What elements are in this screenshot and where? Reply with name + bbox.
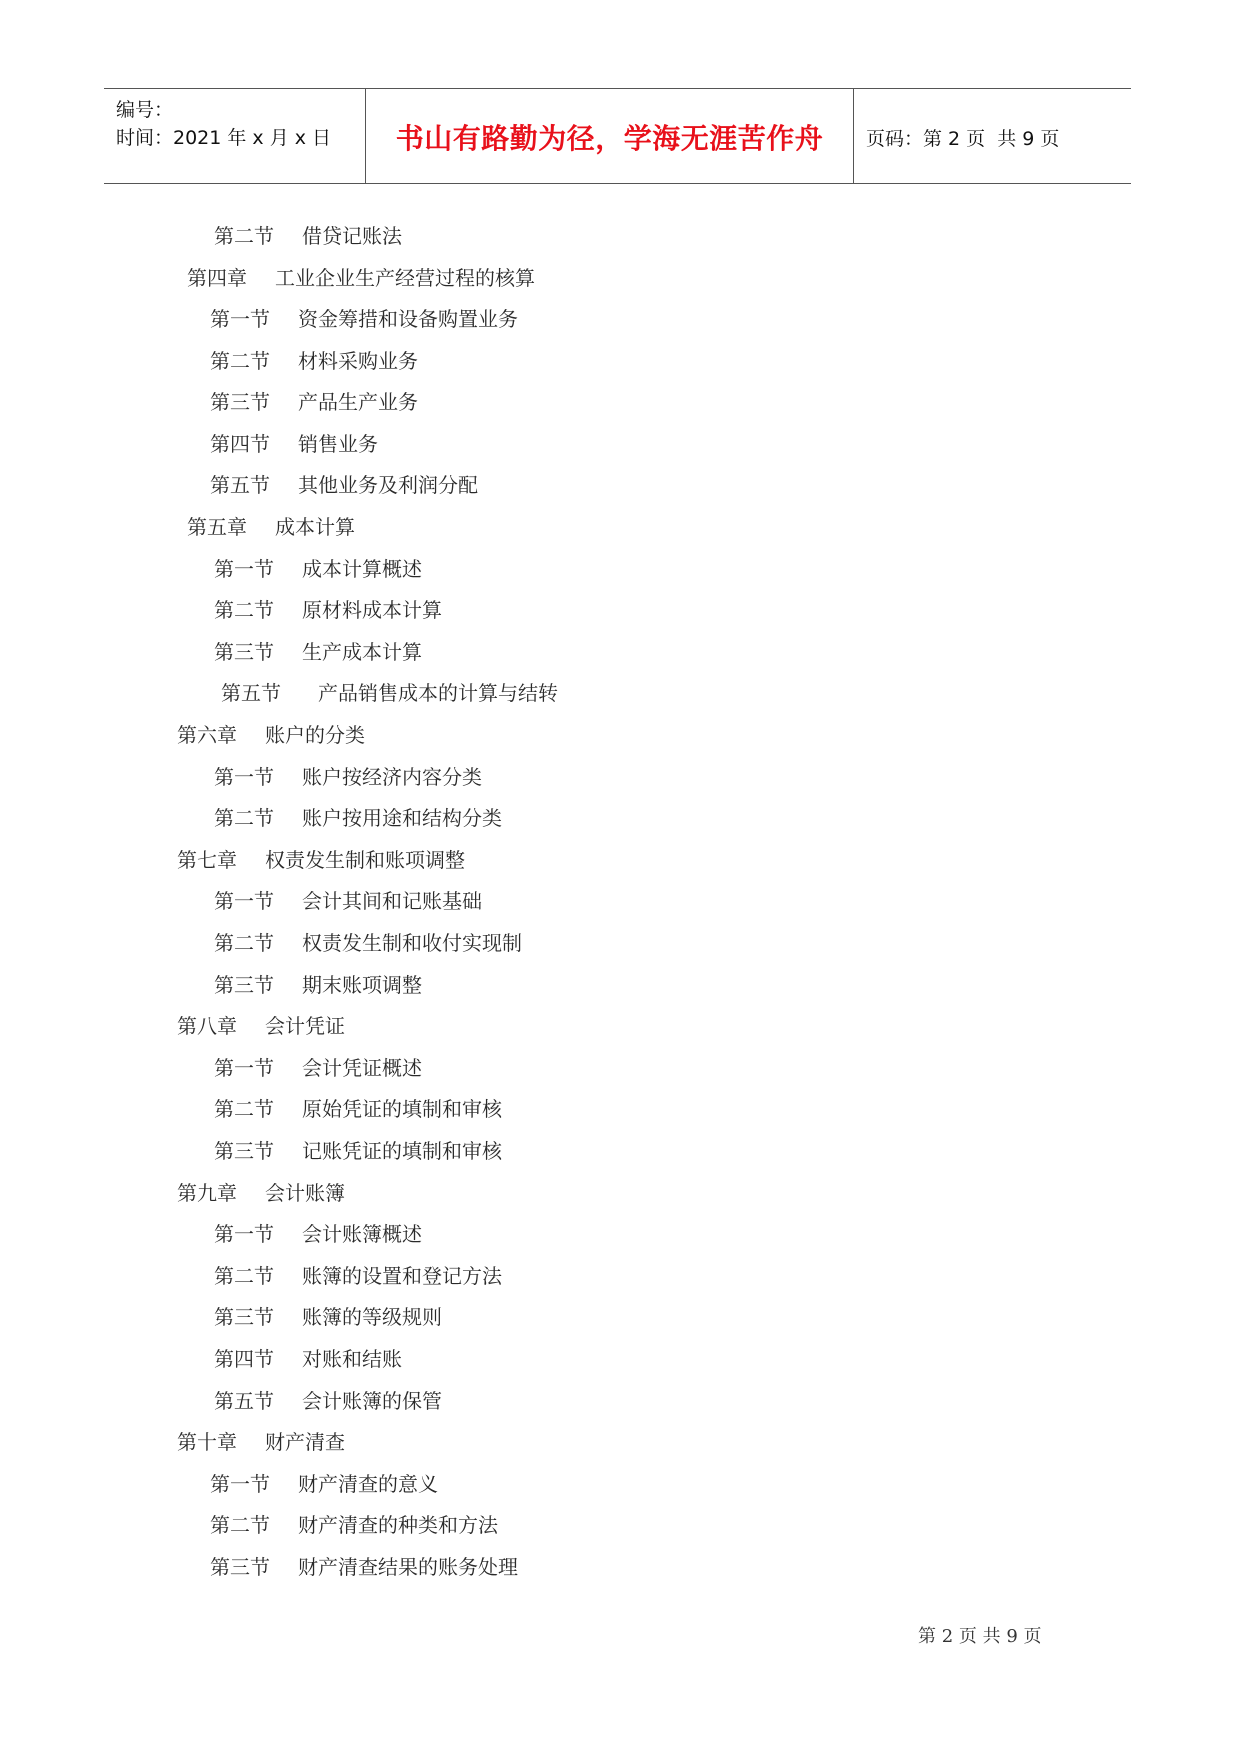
section-title: 原始凭证的填制和审核 <box>302 1097 502 1121</box>
section-title: 材料采购业务 <box>298 349 418 373</box>
chapter-title: 账户的分类 <box>265 723 365 747</box>
section-entry <box>214 802 502 831</box>
section-entry <box>221 677 558 706</box>
date-label: 时间：2021 年 x 月 x 日 <box>116 127 332 149</box>
section-number: 第四节 <box>214 1347 274 1371</box>
section-number: 第三节 <box>214 973 274 997</box>
section-number: 第二节 <box>210 1513 270 1537</box>
section-number: 第二节 <box>214 931 274 955</box>
section-entry <box>210 1551 518 1580</box>
section-number: 第一节 <box>210 307 270 331</box>
chapter-entry <box>187 262 535 291</box>
chapter-number: 第六章 <box>177 723 237 747</box>
section-entry <box>214 553 422 582</box>
chapter-entry <box>177 1177 345 1206</box>
header-page-cell <box>854 89 1131 183</box>
section-title: 会计账簿概述 <box>302 1222 422 1246</box>
section-number: 第二节 <box>214 806 274 830</box>
section-entry <box>214 969 422 998</box>
section-number: 第五节 <box>210 473 270 497</box>
section-number: 第一节 <box>214 765 274 789</box>
chapter-entry <box>177 1426 345 1455</box>
section-entry <box>210 428 378 457</box>
header-motto-cell <box>366 89 854 183</box>
section-number: 第三节 <box>210 1555 270 1579</box>
section-title: 财产清查的种类和方法 <box>298 1513 498 1537</box>
section-title: 账户按用途和结构分类 <box>302 806 502 830</box>
chapter-title: 成本计算 <box>275 515 355 539</box>
section-number: 第一节 <box>214 889 274 913</box>
section-entry <box>214 1218 422 1247</box>
section-title: 会计账簿的保管 <box>302 1389 442 1413</box>
section-entry <box>210 303 518 332</box>
section-title: 财产清查结果的账务处理 <box>298 1555 518 1579</box>
chapter-entry <box>177 844 465 873</box>
section-number: 第二节 <box>214 598 274 622</box>
section-entry <box>214 1301 442 1330</box>
page-header <box>104 88 1131 184</box>
section-entry <box>210 1509 498 1538</box>
section-number: 第三节 <box>214 1305 274 1329</box>
section-number: 第三节 <box>214 1139 274 1163</box>
section-entry <box>210 386 418 415</box>
section-number: 第二节 <box>214 224 274 248</box>
section-entry <box>214 1385 442 1414</box>
section-title: 产品销售成本的计算与结转 <box>318 681 558 705</box>
section-title: 销售业务 <box>298 432 378 456</box>
serial-number-label: 编号： <box>116 99 174 121</box>
section-number: 第二节 <box>214 1097 274 1121</box>
section-entry <box>214 761 482 790</box>
section-title: 账簿的设置和登记方法 <box>302 1264 502 1288</box>
chapter-number: 第四章 <box>187 266 247 290</box>
motto-text: 书山有路勤为径，学海无涯苦作舟 <box>395 122 824 155</box>
section-number: 第三节 <box>214 640 274 664</box>
section-entry <box>214 1052 422 1081</box>
section-number: 第五节 <box>214 1389 274 1413</box>
section-title: 会计凭证概述 <box>302 1056 422 1080</box>
section-title: 资金筹措和设备购置业务 <box>298 307 518 331</box>
section-entry <box>214 636 422 665</box>
section-number: 第三节 <box>210 390 270 414</box>
header-info-cell <box>104 89 366 183</box>
section-entry <box>210 345 418 374</box>
section-entry <box>210 469 478 498</box>
section-title: 产品生产业务 <box>298 390 418 414</box>
chapter-title: 工业企业生产经营过程的核算 <box>275 266 535 290</box>
chapter-title: 会计凭证 <box>265 1014 345 1038</box>
section-title: 借贷记账法 <box>302 224 402 248</box>
header-page-code: 页码：第 2 页 共 9 页 <box>866 128 1060 150</box>
section-title: 账户按经济内容分类 <box>302 765 482 789</box>
section-entry <box>214 885 482 914</box>
section-title: 生产成本计算 <box>302 640 422 664</box>
section-title: 账簿的等级规则 <box>302 1305 442 1329</box>
section-entry <box>214 594 442 623</box>
section-entry <box>214 220 402 249</box>
section-title: 权责发生制和收付实现制 <box>302 931 522 955</box>
chapter-title: 权责发生制和账项调整 <box>265 848 465 872</box>
section-title: 原材料成本计算 <box>302 598 442 622</box>
section-title: 其他业务及利润分配 <box>298 473 478 497</box>
chapter-entry <box>177 719 365 748</box>
section-title: 会计其间和记账基础 <box>302 889 482 913</box>
section-number: 第一节 <box>214 1222 274 1246</box>
chapter-entry <box>187 511 355 540</box>
section-title: 记账凭证的填制和审核 <box>302 1139 502 1163</box>
section-title: 对账和结账 <box>302 1347 402 1371</box>
chapter-entry <box>177 1010 345 1039</box>
section-title: 期末账项调整 <box>302 973 422 997</box>
section-entry <box>214 1260 502 1289</box>
section-number: 第五节 <box>221 681 281 705</box>
chapter-number: 第七章 <box>177 848 237 872</box>
section-number: 第二节 <box>214 1264 274 1288</box>
chapter-title: 会计账簿 <box>265 1181 345 1205</box>
section-entry <box>214 1135 502 1164</box>
section-number: 第一节 <box>214 1056 274 1080</box>
section-entry <box>214 1093 502 1122</box>
section-entry <box>214 1343 402 1372</box>
section-title: 财产清查的意义 <box>298 1472 438 1496</box>
section-entry <box>214 927 522 956</box>
chapter-number: 第九章 <box>177 1181 237 1205</box>
chapter-number: 第八章 <box>177 1014 237 1038</box>
section-number: 第一节 <box>210 1472 270 1496</box>
section-title: 成本计算概述 <box>302 557 422 581</box>
section-number: 第一节 <box>214 557 274 581</box>
section-number: 第四节 <box>210 432 270 456</box>
section-entry <box>210 1468 438 1497</box>
chapter-number: 第五章 <box>187 515 247 539</box>
chapter-title: 财产清查 <box>265 1430 345 1454</box>
chapter-number: 第十章 <box>177 1430 237 1454</box>
section-number: 第二节 <box>210 349 270 373</box>
page-footer: 第 2 页 共 9 页 <box>918 1626 1042 1647</box>
